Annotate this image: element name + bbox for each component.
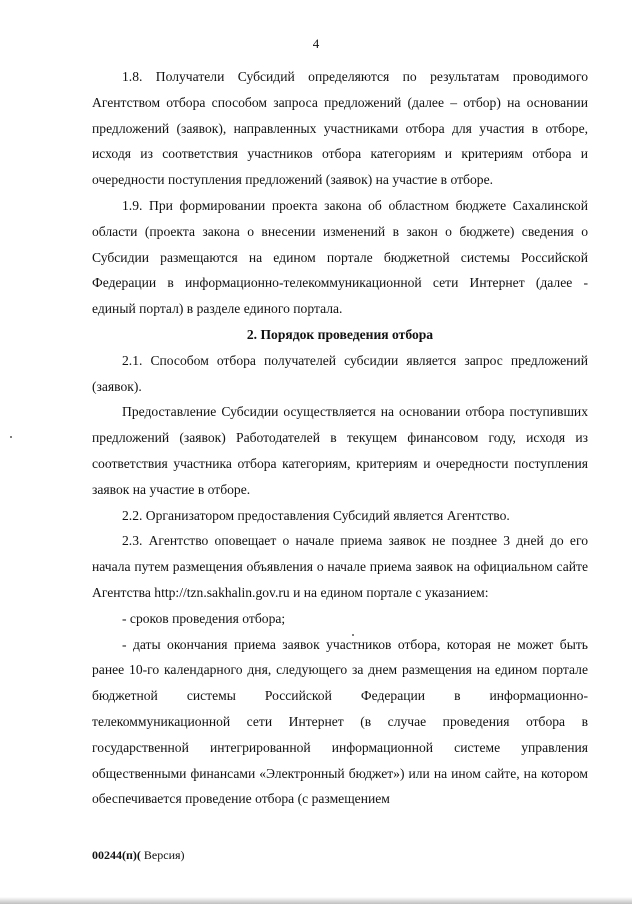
- document-body: [92, 64, 588, 812]
- bullet-deadlines: - сроков проведения отбора;: [122, 610, 286, 626]
- paragraph-2-1: 2.1. Способом отбора получателей субсидии является запрос предложений (заявок).: [92, 352, 588, 394]
- paragraph-1-9: 1.9. При формировании проекта закона об областном бюджете Сахалинской области (проекта закона о внесении изменений в закон о бюджете) сведения о Субсидии размещаются на едином портале бюджетной системы Российской Федерации в информационно-телекоммуникационной сети Интернет (далее - единый портал) в разделе единого портала.: [92, 197, 588, 317]
- footer-doc-code: 00244(п)(: [92, 848, 141, 862]
- bullet-end-date: - даты окончания приема заявок участников отбора, которая не может быть ранее 10-го календарного дня, следующего за днем размещения на едином портале бюджетной системы Российской Федерации в информационно-телекоммуникационной сети Интернет (в случае проведения отбора в государственной интегрированной информационной системе управления общественными финансами «Электронный бюджет») или на ином сайте, на котором обеспечивается проведение отбора (с размещением: [92, 636, 588, 807]
- footer-version: Версия): [140, 848, 185, 862]
- scan-bottom-edge: [0, 897, 632, 904]
- document-footer: [92, 848, 185, 863]
- scan-artifact: [352, 634, 354, 636]
- paragraph-2-3: 2.3. Агентство оповещает о начале приема заявок не позднее 3 дней до его начала путем размещения объявления о начале приема заявок на официальном сайте Агентства http://tzn.sakhalin.gov.ru и на едином портале с указанием:: [92, 533, 588, 600]
- section-heading-2: 2. Порядок проведения отбора: [246, 326, 434, 342]
- scan-artifact: [10, 436, 12, 438]
- page-number: 4: [312, 36, 320, 51]
- paragraph-2-1-continued: Предоставление Субсидии осуществляется на основании отбора поступивших предложений (заявок) Работодателей в текущем финансовом году, исходя из соответствия участника отбора категориям, критериям и очередности поступления заявок на участие в отборе.: [92, 404, 588, 497]
- paragraph-1-8: 1.8. Получатели Субсидий определяются по результатам проводимого Агентством отбора способом запроса предложений (далее – отбор) на основании предложений (заявок), направленных участниками отбора для участия в отборе, исходя из соответствия участников отбора категориям и критериям отбора и очередности поступления предложений (заявок) на участие в отборе.: [92, 69, 588, 188]
- paragraph-2-2: 2.2. Организатором предоставления Субсидий является Агентство.: [122, 507, 510, 523]
